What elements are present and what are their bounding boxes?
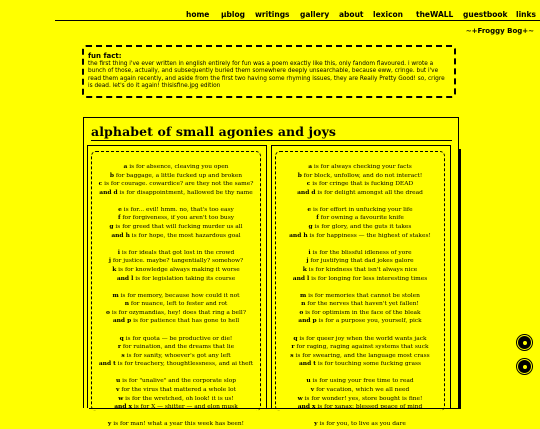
poem-line-text: is for hope, the most hazardous goal [131, 232, 241, 239]
poem-line [94, 403, 258, 412]
poem-line-text: for forgiveness, if you aren't too busy [122, 215, 235, 222]
poem-line [94, 180, 258, 189]
scroll-down-button[interactable] [517, 359, 532, 374]
poem-line-text: is for longing for less interesting times [311, 275, 428, 282]
poem-letter: c [98, 180, 103, 188]
poem-letter: s [121, 351, 125, 359]
poem-line [94, 343, 258, 352]
poem-line [278, 377, 442, 386]
poem-line [94, 189, 258, 198]
poem-line [94, 163, 258, 172]
nav-thewall[interactable]: theWALL [416, 10, 454, 19]
poem-line-text: is for memories that cannot be stolen [308, 292, 420, 299]
poem-stanza [94, 163, 258, 197]
poem-letter: g [109, 223, 114, 231]
poem-line [278, 317, 442, 326]
poem-line [278, 420, 442, 429]
poem-line-text: is for effort in unfucking your life [313, 206, 413, 213]
poem-line-text: is for kindness that isn't always nice [308, 266, 418, 273]
fun-fact-text: the first thing i've ever written in english entirely for fun was a poem exactly like this, only fandom flavoured. i wrote a bunch of those, actually, and subsequently buried them somewhere deeply unsearchable, because eww, cringe. but i've read them again recently, and aside from the first two having some rhyming issues, they are Really Pretty Good! so, crigre is dead. let's do it again! thisisfine.jpg edition [88, 61, 445, 90]
poem-line-text: for justice. maybe? tangentially? somehow? [112, 258, 244, 265]
poem-letter: and l [292, 274, 310, 282]
poem-letter: v [310, 385, 315, 393]
nav-gallery[interactable]: gallery [300, 10, 330, 19]
poem-line-text: is for always checking your facts [313, 164, 412, 170]
poem-line [94, 223, 258, 232]
poem-line [278, 172, 442, 181]
poem-line-text: is for knowledge always making it worse [118, 266, 240, 273]
poem-line-text: is for absence, cleaving you open [129, 164, 229, 170]
poem-line [94, 232, 258, 241]
poem-line [94, 172, 258, 181]
poem-letter: e [307, 205, 312, 213]
poem-line-text: for block, unfollow, and do not interact! [303, 172, 423, 179]
poem-line-text: is for "unalive" and the corporate slop [122, 378, 237, 385]
poem-line-text: for vacation, which we all need [316, 386, 410, 393]
poem-letter: v [116, 385, 120, 393]
poem-line [278, 223, 442, 232]
poem-letter: m [300, 291, 307, 299]
poem-letter: i [308, 248, 311, 256]
poem-letter: g [308, 223, 313, 231]
poem-line [278, 206, 442, 215]
poem-line [278, 189, 442, 198]
poem-line-text: for raging, raging against systems that suck [296, 344, 429, 351]
poem-letter: and p [298, 317, 317, 325]
scroll-up-button[interactable] [517, 335, 532, 350]
poem-stanza [278, 206, 442, 240]
poem-stanza [94, 206, 258, 240]
poem-line-text: is for you, to live as you dare [319, 421, 406, 428]
poem-stanza [278, 335, 442, 369]
poem-line [278, 292, 442, 301]
poem-letter: w [118, 394, 124, 402]
poem-letter: k [112, 265, 117, 273]
poem-stanza [278, 292, 442, 326]
poem-letter: y [314, 420, 318, 428]
poem-line-text: for the nerves that haven't yet fallen! [307, 301, 419, 308]
poem-line-text: is for legislation taking its course [135, 275, 236, 282]
poem-letter: r [291, 343, 295, 351]
poem-letter: c [306, 180, 311, 188]
page-title: alphabet of small agonies and joys [91, 124, 337, 139]
poem-line-text: is for greed that will fucking murder us all [115, 224, 243, 231]
poem-line-text: is for happiness — the highest of stakes! [309, 232, 431, 239]
title-divider [91, 140, 452, 141]
poem-line-text: is for queer joy when the world wants jack [299, 335, 427, 342]
poem-line [278, 335, 442, 344]
poem-letter: n [301, 300, 306, 308]
poem-letter: u [306, 377, 311, 385]
poem-line-text: is for delight amongst all the dread [317, 189, 423, 196]
poem-line [94, 300, 258, 309]
poem-letter: f [117, 214, 121, 222]
poem-line-text: is for optimism in the face of the bleak [305, 309, 421, 316]
poem-line [94, 395, 258, 404]
poem-column-right [275, 151, 445, 428]
poem-letter: o [106, 308, 110, 316]
poem-letter: o [299, 308, 304, 316]
poem-line-text: is for using your free time to read [312, 378, 414, 385]
poem-line [278, 232, 442, 241]
poem-stanza [278, 377, 442, 411]
poem-letter: and l [116, 274, 134, 282]
poem-line [94, 335, 258, 344]
poem-letter: e [118, 205, 122, 213]
poem-line-text: for nuance, left to fester and rot [130, 301, 228, 308]
poem-line [278, 163, 442, 172]
poem-line-text: for ruination, and the dreams that lie [122, 344, 235, 351]
poem-letter: b [297, 171, 302, 179]
poem-stanza [94, 335, 258, 369]
poem-column-left [91, 151, 261, 428]
poem-stanza [278, 163, 442, 197]
poem-letter: m [112, 291, 119, 299]
poem-stanza [94, 420, 258, 429]
poem-line-text: for baggage, a little fucked up and broken [115, 172, 243, 179]
froggy-bog-link[interactable]: ~+Froggy Bog+~ [465, 27, 534, 35]
poem-letter: r [117, 343, 121, 351]
poem-line [278, 249, 442, 258]
poem-line [94, 352, 258, 361]
top-nav [55, 0, 540, 21]
poem-letter: and t [98, 360, 116, 368]
nav-lexicon[interactable]: lexicon [373, 10, 404, 19]
poem-line-text: is for patience that has gone to hell [133, 318, 240, 325]
poem-line [94, 266, 258, 275]
poem-letter: s [290, 351, 294, 359]
poem-letter: k [302, 265, 307, 273]
nav-home[interactable]: home [186, 10, 210, 19]
poem-line-text: is for the wretched, oh look! it is us! [125, 395, 234, 402]
poem-line-text: for the virus that mattered a whole lot [121, 386, 236, 393]
poem-stanza [94, 377, 258, 411]
poem-line-text: is for ideals that got lost in the crowd [121, 249, 235, 256]
poem-line-text: for owning a favourite knife [320, 215, 404, 222]
poem-letter: i [117, 248, 121, 256]
poem-letter: and x [114, 403, 132, 411]
poem-line-text: is for xanax: blessed peace of mind [317, 404, 423, 411]
poem-line [94, 317, 258, 326]
poem-line-text: is for the blissful idleness of yore [312, 249, 412, 256]
poem-line [94, 386, 258, 395]
poem-line [278, 180, 442, 189]
poem-line [278, 403, 442, 412]
poem-letter: j [108, 257, 111, 265]
poem-line-text: is for a purpose you, yourself, pick [318, 318, 422, 325]
poem-letter: and d [99, 188, 118, 196]
poem-letter: u [115, 377, 121, 385]
poem-line [94, 214, 258, 223]
poem-line-text: is for sanity, whoever's got any left [126, 352, 231, 359]
poem-letter: and h [111, 231, 130, 239]
poem-letter: and x [297, 403, 316, 411]
nav-about[interactable]: about [339, 10, 364, 19]
poem-line [94, 309, 258, 318]
poem-line-text: is for cringe that is fucking DEAD [312, 181, 414, 188]
poem-letter: and t [298, 360, 316, 368]
poem-line [278, 386, 442, 395]
poem-line [94, 377, 258, 386]
poem-line [278, 343, 442, 352]
poem-line [94, 420, 258, 429]
poem-line-text: is for courage. cowardice? are they not the same? [104, 181, 254, 188]
poem-line-text: is for X — shitter — and elon musk [133, 404, 238, 411]
nav-ublog[interactable]: µblog [221, 10, 245, 19]
fun-fact-box [82, 45, 456, 98]
nav-writings[interactable]: writings [255, 10, 290, 19]
poem-stanza [94, 249, 258, 283]
poem-stanza [94, 292, 258, 326]
poem-line [94, 275, 258, 284]
poem-line-text: is for wonder! yes, store bought is fine! [304, 395, 423, 402]
poem-letter: a [123, 163, 128, 170]
poem-line [278, 275, 442, 284]
poem-line [94, 257, 258, 266]
poem-line [278, 214, 442, 223]
poem-line [94, 249, 258, 258]
poem-letter: and d [297, 188, 316, 196]
poem-stanza [278, 249, 442, 283]
poem-line-text: is for quota — be productive or die! [125, 335, 233, 342]
poem-line [94, 292, 258, 301]
poem-line-text: is for... evil! hmm. no, that's too easy [123, 206, 234, 213]
poem-line-text: is for touching some fucking grass [317, 361, 421, 368]
poem-line [278, 360, 442, 369]
poem-line-text: for justifying that dad jokes galore [310, 258, 414, 265]
poem-line [278, 395, 442, 404]
poem-line-text: is for man! what a year this week has been! [113, 421, 245, 428]
poem-letter: j [306, 257, 309, 265]
poem-line-text: is for swearing, and the language most crass [295, 352, 430, 359]
nav-links[interactable]: links [516, 10, 536, 19]
poem-line [94, 360, 258, 369]
poem-line [278, 309, 442, 318]
poem-line [278, 352, 442, 361]
poem-line-text: is for memory, because how could it not [120, 292, 240, 299]
poem-line [278, 300, 442, 309]
poem-line [278, 266, 442, 275]
poem-line-text: is for ozymandias, hey! does that ring a bell? [111, 309, 246, 316]
poem-line-text: is for disappointment, hallowed be thy name [119, 189, 253, 196]
poem-letter: q [119, 334, 124, 342]
poem-letter: w [297, 394, 303, 402]
poem-letter: a [308, 163, 313, 170]
poem-letter: n [124, 300, 130, 308]
poem-letter: f [316, 214, 319, 222]
poem-letter: y [107, 420, 112, 428]
nav-guestbook[interactable]: guestbook [463, 10, 508, 19]
poem-stanza [278, 420, 442, 429]
poem-letter: and h [289, 231, 308, 239]
poem-line-text: is for glory, and the guts it takes [314, 224, 412, 231]
poem-line [94, 206, 258, 215]
poem-letter: and p [112, 317, 132, 325]
poem-line [278, 257, 442, 266]
poem-letter: b [109, 171, 114, 179]
fun-fact-title: fun fact: [88, 52, 122, 60]
poem-letter: q [293, 334, 298, 342]
poem-line-text: is for treachery, thoughtlessness, and ai theft [117, 361, 254, 368]
